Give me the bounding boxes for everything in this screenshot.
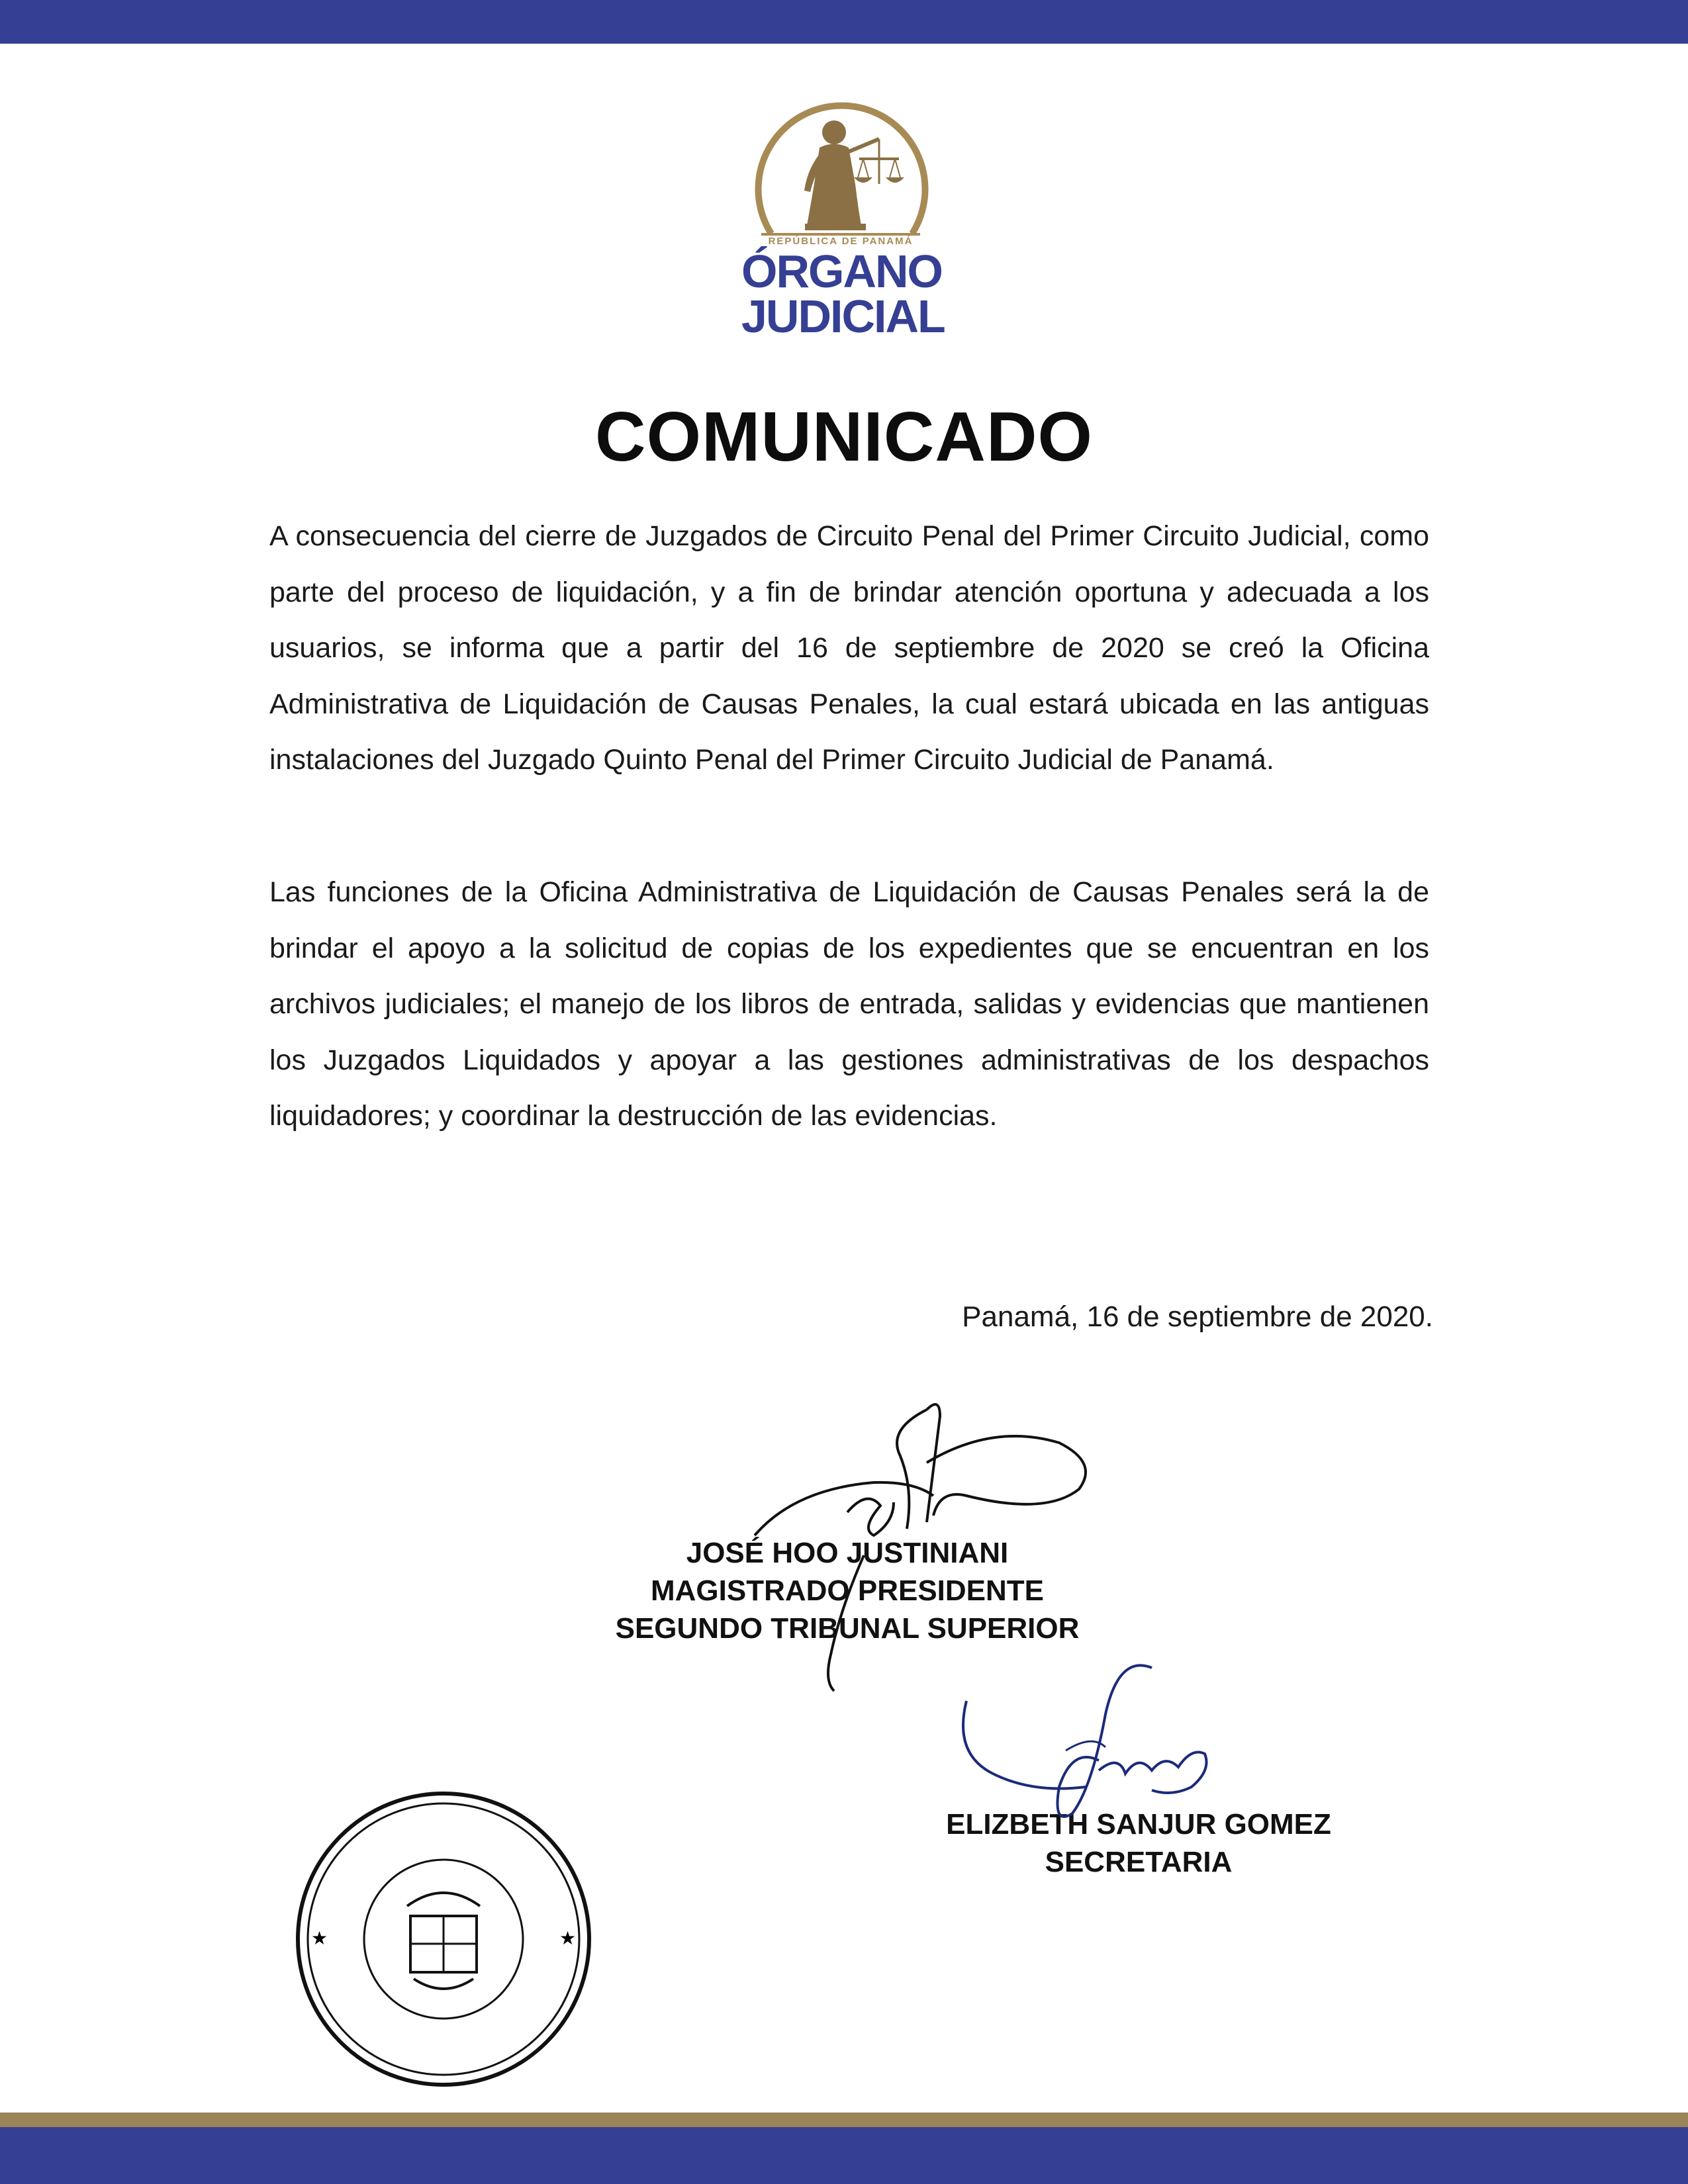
logo-judicial-text: JUDICIAL: [741, 291, 945, 342]
bottom-footer-band: [0, 2127, 1688, 2184]
document-title: COMUNICADO: [595, 398, 1093, 476]
signature-2-image: [953, 1655, 1231, 1853]
signer-2-name: ELIZBETH SANJUR GOMEZ: [946, 1808, 1331, 1841]
bottom-gold-stripe: [0, 2113, 1688, 2127]
svg-text:★: ★: [311, 1927, 328, 1949]
logo-country-text: REPÚBLICA DE PANAMÁ: [768, 236, 914, 247]
svg-text:★: ★: [559, 1927, 577, 1949]
logo-organo-text: ÓRGANO: [741, 246, 942, 297]
official-seal-stamp: [291, 1787, 596, 2091]
signer-2-role: SECRETARIA: [1045, 1846, 1233, 1878]
signer-1-name: JOSÉ HOO JUSTINIANI: [686, 1537, 1009, 1569]
paragraph-1: A consecuencia del cierre de Juzgados de Circuito Penal del Primer Circuito Judicial, como parte del proceso de liquidación, y a fin de brindar atención oportuna y adecuada a los usuarios, se informa que a partir del 16 de septiembre de 2020 se creó la Oficina Administrativa de Liquidación de Causas Penales, la cual estará ubicada en las antiguas instalaciones del Juzgado Quinto Penal del Primer Circuito Judicial de Panamá.: [269, 520, 1429, 776]
organo-judicial-logo: [741, 85, 945, 342]
signer-1-court: SEGUNDO TRIBUNAL SUPERIOR: [615, 1612, 1080, 1645]
paragraph-2: Las funciones de la Oficina Administrativa de Liquidación de Causas Penales será la de brindar el apoyo a la solicitud de copias de los expedientes que se encuentran en los archivos judiciales; el manejo de los libros de entrada, salidas y evidencias que mantienen los Juzgados Liquidados y apoyar a las gestiones administrativas de los despachos liquidadores; y coordinar la destrucción de las evidencias.: [269, 876, 1429, 1132]
signer-1-role: MAGISTRADO PRESIDENTE: [650, 1574, 1045, 1607]
date-line: Panamá, 16 de septiembre de 2020.: [962, 1300, 1433, 1333]
justice-emblem-icon: [741, 85, 940, 244]
top-header-band: [0, 0, 1688, 44]
